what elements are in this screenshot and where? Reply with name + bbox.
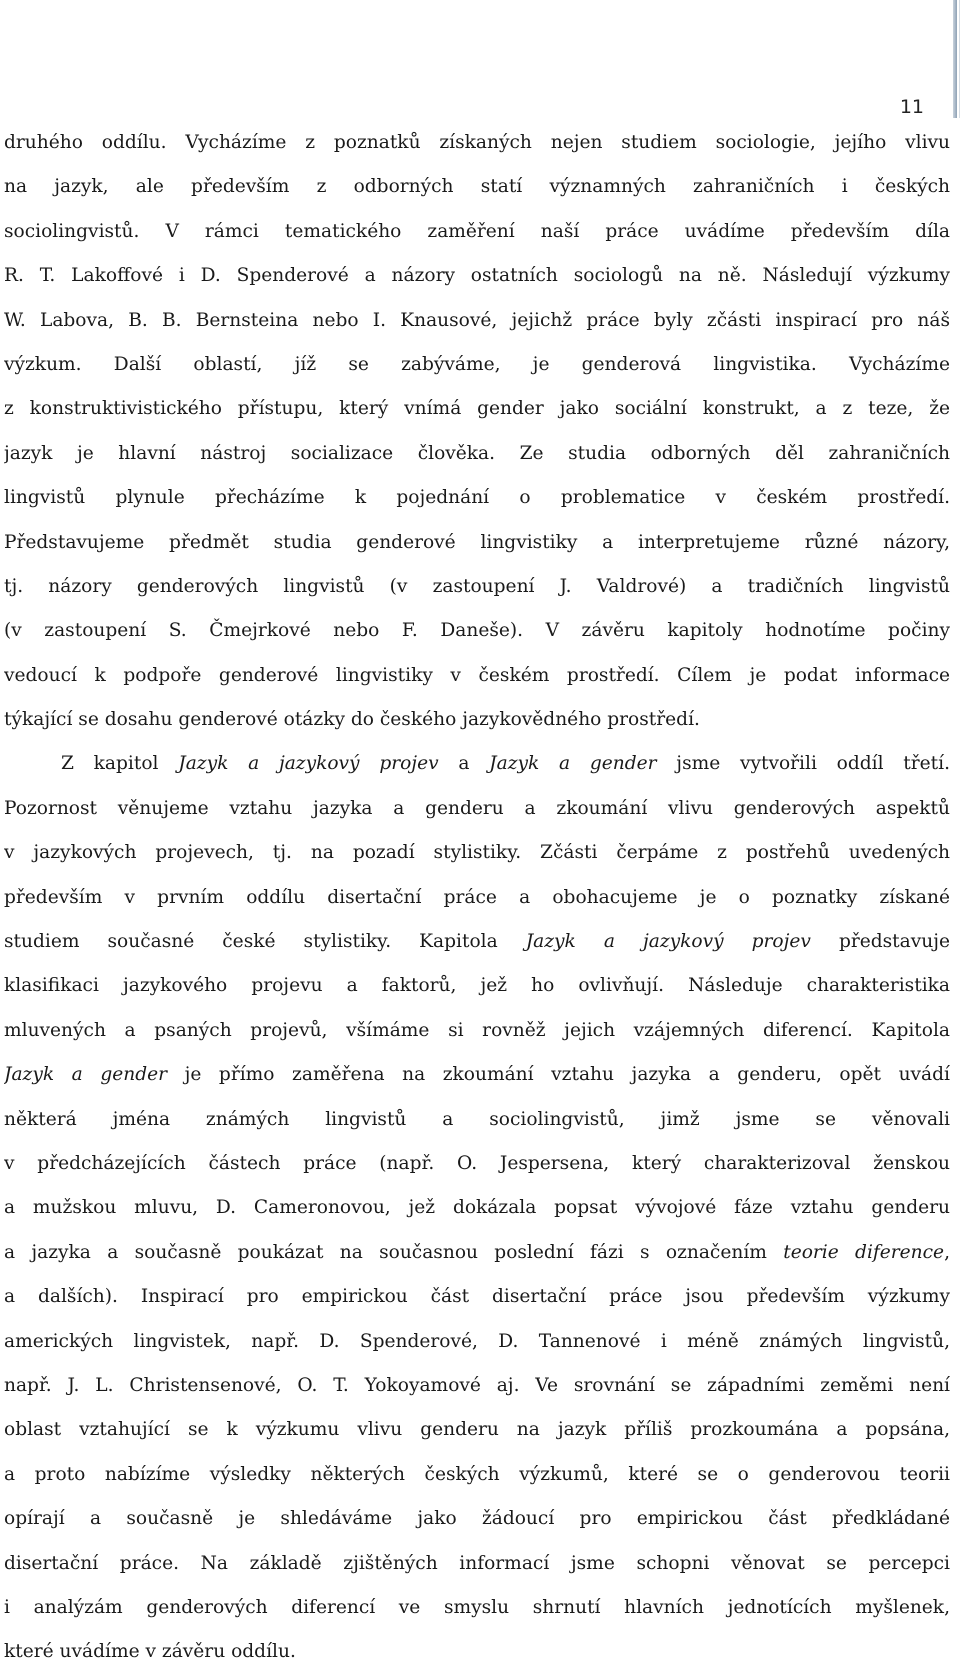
text-run: amerických lingvistek, např. D. Spenderové, D. Tannenové i méně známých lingvistů, xyxy=(4,1330,950,1352)
text-line xyxy=(4,876,950,920)
text-run: klasifikaci jazykového projevu a faktorů, jež ho ovlivňují. Následuje charakteristika xyxy=(4,975,950,997)
text-line xyxy=(4,1453,950,1497)
text-run: výzkum. Další oblastí, jíž se zabýváme, je genderová lingvistika. Vycházíme xyxy=(4,353,950,375)
text-run: W. Labova, B. B. Bernsteina nebo I. Knausové, jejichž práce byly zčásti inspirací pro náš xyxy=(4,309,950,331)
text-run: představuje xyxy=(810,931,950,953)
text-line xyxy=(4,1542,950,1586)
text-run: lingvistů plynule přecházíme k pojednání o problematice v českém prostředí. xyxy=(4,487,950,509)
text-run: opírají a současně je shledáváme jako žádoucí pro empirickou část předkládané xyxy=(4,1508,950,1530)
paragraph xyxy=(4,742,950,1674)
page-number: 11 xyxy=(899,96,924,118)
text-line xyxy=(4,432,950,476)
body-text xyxy=(4,121,950,1675)
italic-text: teorie diference xyxy=(783,1241,945,1263)
text-run: a dalších). Inspirací pro empirickou část disertační práce jsou především výzkumy xyxy=(4,1286,950,1308)
text-run: a mužskou mluvu, D. Cameronovou, jež dokázala popsat vývojové fáze vztahu genderu xyxy=(4,1197,950,1219)
text-line xyxy=(4,964,950,1008)
text-run: (v zastoupení S. Čmejrkové nebo F. Daneše). V závěru kapitoly hodnotíme počiny xyxy=(4,620,950,642)
text-run: na jazyk, ale především z odborných statí významných zahraničních i českých xyxy=(4,176,950,198)
text-line xyxy=(4,343,950,387)
text-line xyxy=(4,831,950,875)
text-line xyxy=(4,387,950,431)
text-run: především v prvním oddílu disertační práce a obohacujeme je o poznatky získané xyxy=(4,886,950,908)
italic-text: Jazyk a jazykový projev xyxy=(178,753,439,775)
text-line xyxy=(4,1497,950,1541)
text-line xyxy=(4,1630,950,1674)
italic-text: Jazyk a gender xyxy=(489,753,657,775)
text-run: , xyxy=(944,1241,950,1263)
text-run: týkající se dosahu genderové otázky do českého jazykovědného prostředí. xyxy=(4,709,700,731)
text-run: sociolingvistů. V rámci tematického zaměření naší práce uvádíme především díla xyxy=(4,220,950,242)
italic-text: Jazyk a jazykový projev xyxy=(525,931,811,953)
text-line xyxy=(4,254,950,298)
text-line xyxy=(4,121,950,165)
text-line xyxy=(4,1408,950,1452)
text-run: studiem současné české stylistiky. Kapitola xyxy=(4,931,526,953)
text-run: v předcházejících částech práce (např. O. Jespersena, který charakterizoval ženskou xyxy=(4,1152,950,1174)
text-run: oblast vztahující se k výzkumu vlivu genderu na jazyk příliš prozkoumána a popsána, xyxy=(4,1419,950,1441)
text-run: tj. názory genderových lingvistů (v zastoupení J. Valdrové) a tradičních lingvistů xyxy=(4,575,950,597)
text-run: druhého oddílu. Vycházíme z poznatků získaných nejen studiem sociologie, jejího vlivu xyxy=(4,132,950,153)
text-run: některá jména známých lingvistů a sociolingvistů, jimž jsme se věnovali xyxy=(4,1108,950,1130)
text-run: mluvených a psaných projevů, všímáme si rovněž jejich vzájemných diferencí. Kapitola xyxy=(4,1019,950,1041)
text-line xyxy=(4,1142,950,1186)
text-line xyxy=(4,742,950,786)
text-run: R. T. Lakoffové i D. Spenderové a názory ostatních sociologů na ně. Následují výzkumy xyxy=(4,265,950,287)
text-line xyxy=(4,1364,950,1408)
text-line xyxy=(4,210,950,254)
text-line xyxy=(4,1053,950,1097)
page-edge-rule xyxy=(953,0,957,118)
text-line xyxy=(4,920,950,964)
text-line xyxy=(4,165,950,209)
text-run: např. J. L. Christensenové, O. T. Yokoyamové aj. Ve srovnání se západními zeměmi není xyxy=(4,1374,950,1396)
text-line xyxy=(4,1320,950,1364)
text-run: z konstruktivistického přístupu, který vnímá gender jako sociální konstrukt, a z teze, že xyxy=(4,398,950,420)
text-run: vedoucí k podpoře genderové lingvistiky v českém prostředí. Cílem je podat informace xyxy=(4,664,950,686)
text-line xyxy=(4,654,950,698)
text-line xyxy=(4,1098,950,1142)
text-line xyxy=(4,299,950,343)
text-run: které uvádíme v závěru oddílu. xyxy=(4,1641,296,1663)
text-line xyxy=(4,1186,950,1230)
text-line xyxy=(4,1586,950,1630)
text-run: v jazykových projevech, tj. na pozadí stylistiky. Zčásti čerpáme z postřehů uvedených xyxy=(4,842,950,864)
text-run: a xyxy=(438,753,490,775)
paragraph xyxy=(4,121,950,742)
italic-text: Jazyk a gender xyxy=(4,1064,168,1086)
text-run: a proto nabízíme výsledky některých českých výzkumů, které se o genderovou teorii xyxy=(4,1463,950,1485)
text-run: Pozornost věnujeme vztahu jazyka a genderu a zkoumání vlivu genderových aspektů xyxy=(4,797,950,819)
text-line xyxy=(4,698,950,742)
text-run: jazyk je hlavní nástroj socializace člověka. Ze studia odborných děl zahraničních xyxy=(4,442,950,464)
text-run: i analýzám genderových diferencí ve smyslu shrnutí hlavních jednotících myšlenek, xyxy=(4,1596,950,1618)
text-run: jsme vytvořili oddíl třetí. xyxy=(656,753,950,775)
text-line xyxy=(4,787,950,831)
text-line xyxy=(4,1275,950,1319)
text-run: Představujeme předmět studia genderové lingvistiky a interpretujeme různé názory, xyxy=(4,531,950,553)
text-run: Z kapitol xyxy=(61,753,179,775)
text-line xyxy=(4,1009,950,1053)
text-run: je přímo zaměřena na zkoumání vztahu jazyka a genderu, opět uvádí xyxy=(167,1064,950,1086)
text-line xyxy=(4,1231,950,1275)
text-line xyxy=(4,609,950,653)
text-run: a jazyka a současně poukázat na současnou poslední fázi s označením xyxy=(4,1241,784,1263)
text-line xyxy=(4,521,950,565)
text-line xyxy=(4,565,950,609)
text-line xyxy=(4,476,950,520)
text-run: disertační práce. Na základě zjištěných informací jsme schopni věnovat se percepci xyxy=(4,1552,950,1574)
